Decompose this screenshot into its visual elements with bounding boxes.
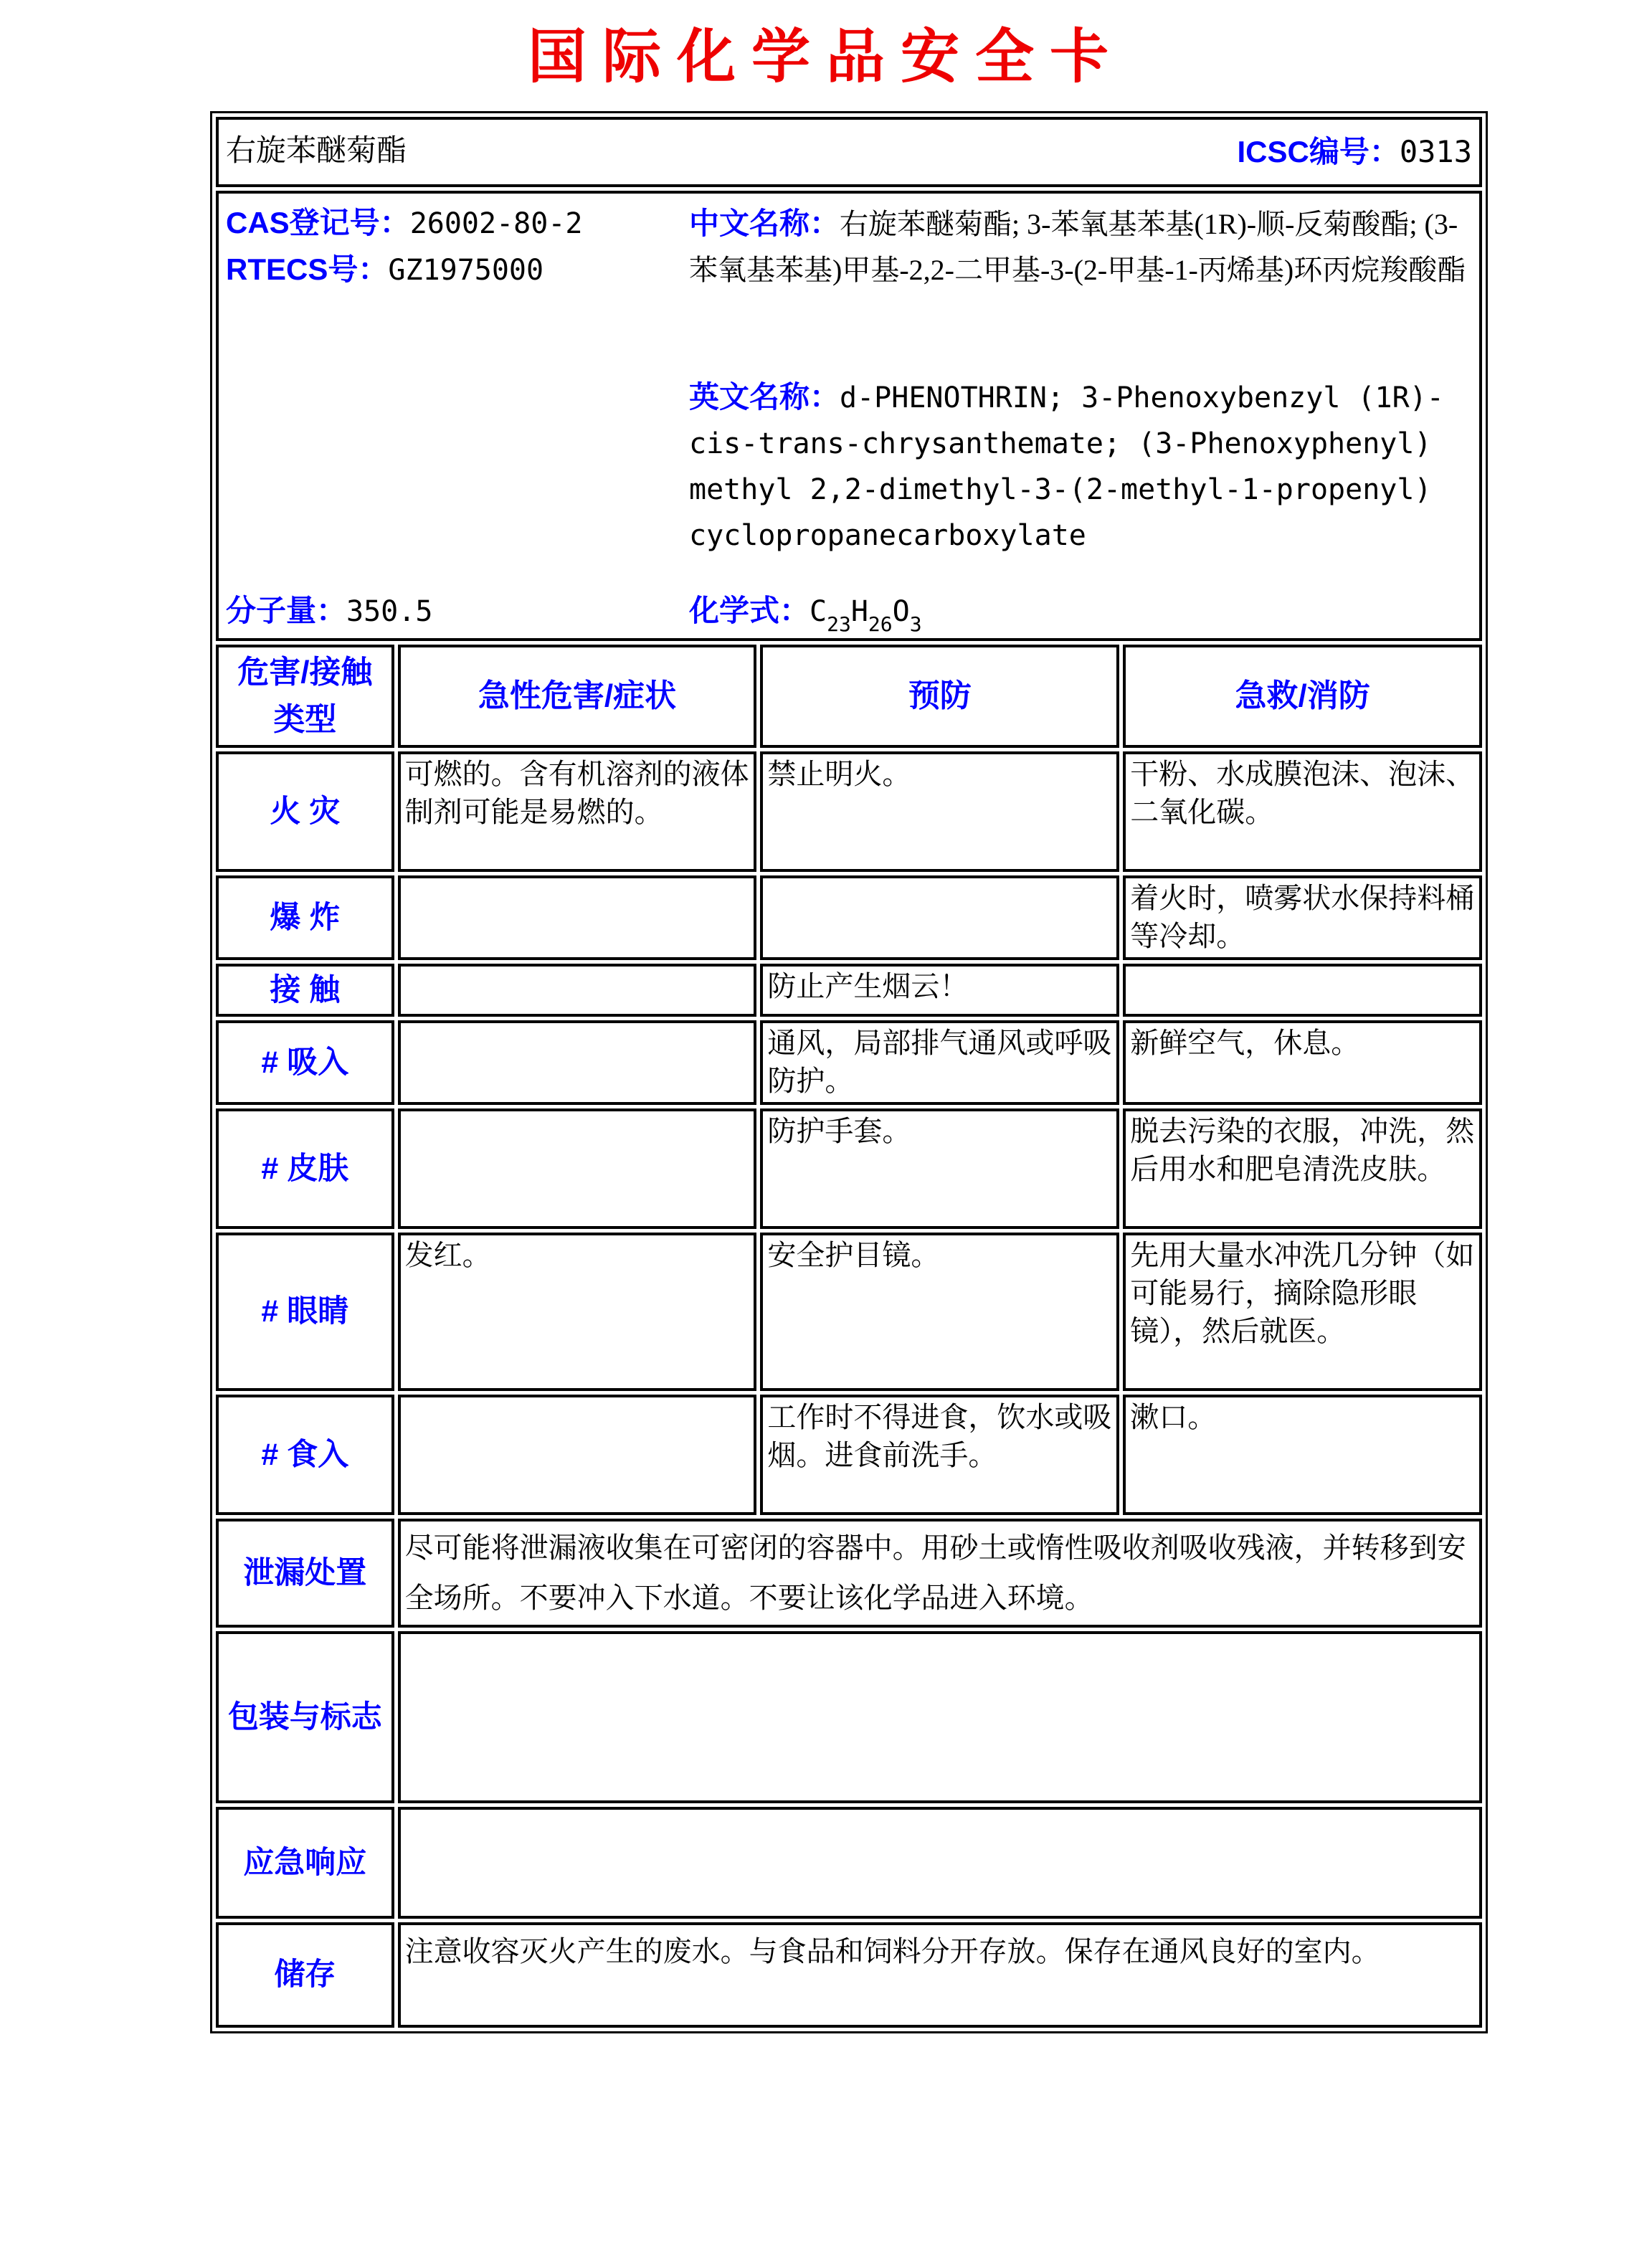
ingestion-first-aid: 漱口。 [1123,1395,1482,1515]
row-fire [216,751,1482,872]
molecular-weight-value: 350.5 [346,595,433,628]
inhalation-prevention: 通风，局部排气通风或呼吸防护。 [760,1020,1119,1105]
header-hazard-type: 危害/接触类型 [216,645,394,748]
rtecs-number-line [226,246,583,293]
molecular-weight-line [226,591,432,631]
name-header-row [216,117,1482,187]
row-storage [216,1922,1482,2028]
emergency-response-label: 应急响应 [216,1807,394,1919]
header-acute-symptoms: 急性危害/症状 [398,645,757,748]
row-eyes [216,1233,1482,1391]
fire-label: 火 灾 [216,751,394,872]
spillage-content: 尽可能将泄漏液收集在可密闭的容器中。用砂土或惰性吸收剂吸收残液，并转移到安全场所。不要冲入下水道。不要让该化学品进入环境。 [398,1519,1482,1628]
eyes-prevention: 安全护目镜。 [760,1233,1119,1391]
explosion-symptoms [398,875,757,960]
rtecs-label: RTECS号： [226,252,389,287]
row-skin [216,1108,1482,1229]
icsc-number-value: 0313 [1399,134,1472,170]
exposure-label: 接 触 [216,964,394,1017]
cas-number-line [226,199,583,246]
row-packaging [216,1631,1482,1803]
skin-label: # 皮肤 [216,1108,394,1229]
explosion-prevention [760,875,1119,960]
icsc-card-table [210,111,1488,2033]
english-name-block [689,373,1482,559]
chemical-name: 右旋苯醚菊酯 [226,135,407,168]
ingestion-label: # 食入 [216,1395,394,1515]
english-name-value: d-PHENOTHRIN; 3-Phenoxybenzyl (1R)-cis-trans-chrysanthemate; (3-Phenoxyphenyl) methyl 2,2-dimethyl-3-(2-methyl-1-propenyl) cyclopropanecarboxylate [689,381,1444,553]
storage-content: 注意收容灭火产生的废水。与食品和饲料分开存放。保存在通风良好的室内。 [398,1922,1482,2028]
exposure-symptoms [398,964,757,1017]
row-exposure [216,964,1482,1017]
cas-label: CAS登记号： [226,206,410,239]
table-header-row [216,645,1482,748]
registry-numbers [226,199,583,293]
packaging-content [398,1631,1482,1803]
page-title: 国际化学品安全卡 [527,24,1124,90]
header-prevention: 预防 [760,645,1119,748]
emergency-response-content [398,1807,1482,1919]
skin-prevention: 防护手套。 [760,1108,1119,1229]
exposure-prevention: 防止产生烟云！ [760,964,1119,1017]
fire-first-aid: 干粉、水成膜泡沫、泡沫、二氧化碳。 [1123,751,1482,872]
chinese-name-label: 中文名称： [689,206,840,240]
skin-first-aid: 脱去污染的衣服，冲洗，然后用水和肥皂清洗皮肤。 [1123,1108,1482,1229]
chemical-formula-line [689,591,922,638]
exposure-first-aid [1123,964,1482,1017]
row-emergency-response [216,1807,1482,1919]
fire-symptoms: 可燃的。含有机溶剂的液体制剂可能是易燃的。 [398,751,757,872]
icsc-number [1237,132,1472,172]
row-inhalation [216,1020,1482,1105]
eyes-label: # 眼睛 [216,1233,394,1391]
inhalation-first-aid: 新鲜空气，休息。 [1123,1020,1482,1105]
packaging-label: 包装与标志 [216,1631,394,1803]
rtecs-value: GZ1975000 [388,254,544,288]
chinese-name-block [689,199,1482,293]
inhalation-label: # 吸入 [216,1020,394,1105]
chemical-formula-value: $C_{23}H_{26}O_3$ [810,595,922,636]
explosion-first-aid: 着火时，喷雾状水保持料桶等冷却。 [1123,875,1482,960]
ingestion-symptoms [398,1395,757,1515]
identifiers-row [216,191,1482,641]
spillage-label: 泄漏处置 [216,1519,394,1628]
icsc-number-label: ICSC编号： [1237,135,1400,169]
ingestion-prevention: 工作时不得进食，饮水或吸烟。进食前洗手。 [760,1395,1119,1515]
chinese-name-value: 右旋苯醚菊酯; 3-苯氧基苯基(1R)-顺-反菊酸酯; (3-苯氧基苯基)甲基-2,2-二甲基-3-(2-甲基-1-丙烯基)环丙烷羧酸酯 [689,208,1466,287]
cas-value: 26002-80-2 [409,207,583,240]
row-ingestion [216,1395,1482,1515]
identifiers-cell [216,191,1482,641]
row-spillage [216,1519,1482,1628]
name-header-cell [216,117,1482,187]
chemical-formula-label: 化学式： [689,594,810,627]
english-name-label: 英文名称： [689,380,840,414]
header-first-aid: 急救/消防 [1123,645,1482,748]
skin-symptoms [398,1108,757,1229]
fire-prevention: 禁止明火。 [760,751,1119,872]
eyes-first-aid: 先用大量水冲洗几分钟（如可能易行，摘除隐形眼镜），然后就医。 [1123,1233,1482,1391]
inhalation-symptoms [398,1020,757,1105]
storage-label: 储存 [216,1922,394,2028]
molecular-weight-label: 分子量： [226,594,347,627]
eyes-symptoms: 发红。 [398,1233,757,1391]
explosion-label: 爆 炸 [216,875,394,960]
row-explosion [216,875,1482,960]
